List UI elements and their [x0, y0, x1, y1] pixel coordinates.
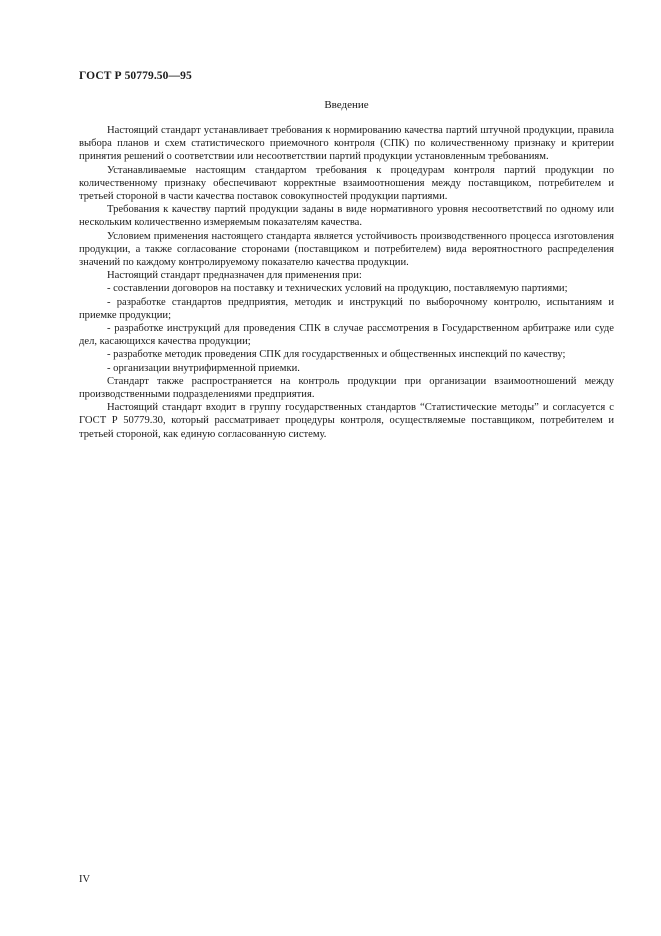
list-item: - разработке стандартов предприятия, методик и инструкций по выборочному контролю, испытаниям и приемке продукции; — [79, 296, 614, 321]
list-item: - разработке методик проведения СПК для государственных и общественных инспекций по качеству; — [107, 349, 566, 361]
paragraph: Настоящий стандарт входит в группу государственных стандартов “Статистические методы” и согласуется с ГОСТ Р 50779.30, который рассматривает процедуры контроля, осуществляемые поставщиком, потребителем и третьей стороной, как единую согласованную систему. — [79, 402, 614, 440]
paragraph: Требования к качеству партий продукции заданы в виде нормативного уровня несоответствий по одному или нескольким количественно измеряемым показателям качества. — [79, 204, 614, 229]
document-code-header: ГОСТ Р 50779.50—95 — [79, 70, 192, 82]
section-title: Введение — [324, 99, 369, 111]
paragraph: Настоящий стандарт устанавливает требования к нормированию качества партий штучной продукции, правила выбора планов и схем статистического приемочного контроля (СПК) по количественному признаку и критерии принятия решений о соответствии или несоответствии партий продукции установленным требованиям. — [79, 125, 614, 163]
page-number: IV — [79, 874, 91, 885]
paragraph: Условием применения настоящего стандарта является устойчивость производственного процесса изготовления продукции, а также согласование сторонами (поставщиком и потребителем) вида вероятностного распределения значений по каждому контролируемому показателю качества продукции. — [79, 230, 614, 269]
paragraph: Устанавливаемые настоящим стандартом требования к процедурам контроля партий продукции по количественному признаку обеспечивают корректные взаимоотношения между поставщиком, потребителем и третьей стороной в части качества поставок совокупностей продукции партиями. — [79, 164, 614, 203]
list-item: - организации внутрифирменной приемки. — [107, 362, 300, 374]
list-item: - составлении договоров на поставку и технических условий на продукцию, поставляемую партиями; — [107, 283, 568, 295]
paragraph: Стандарт также распространяется на контроль продукции при организации взаимоотношений между производственными подразделениями предприятия. — [79, 375, 614, 401]
body-text — [79, 124, 614, 441]
paragraph: Настоящий стандарт предназначен для применения при: — [107, 270, 362, 282]
list-item: - разработке инструкций для проведения СПК в случае рассмотрения в Государственном арбитраже или суде дел, касающихся качества продукции; — [79, 323, 614, 348]
